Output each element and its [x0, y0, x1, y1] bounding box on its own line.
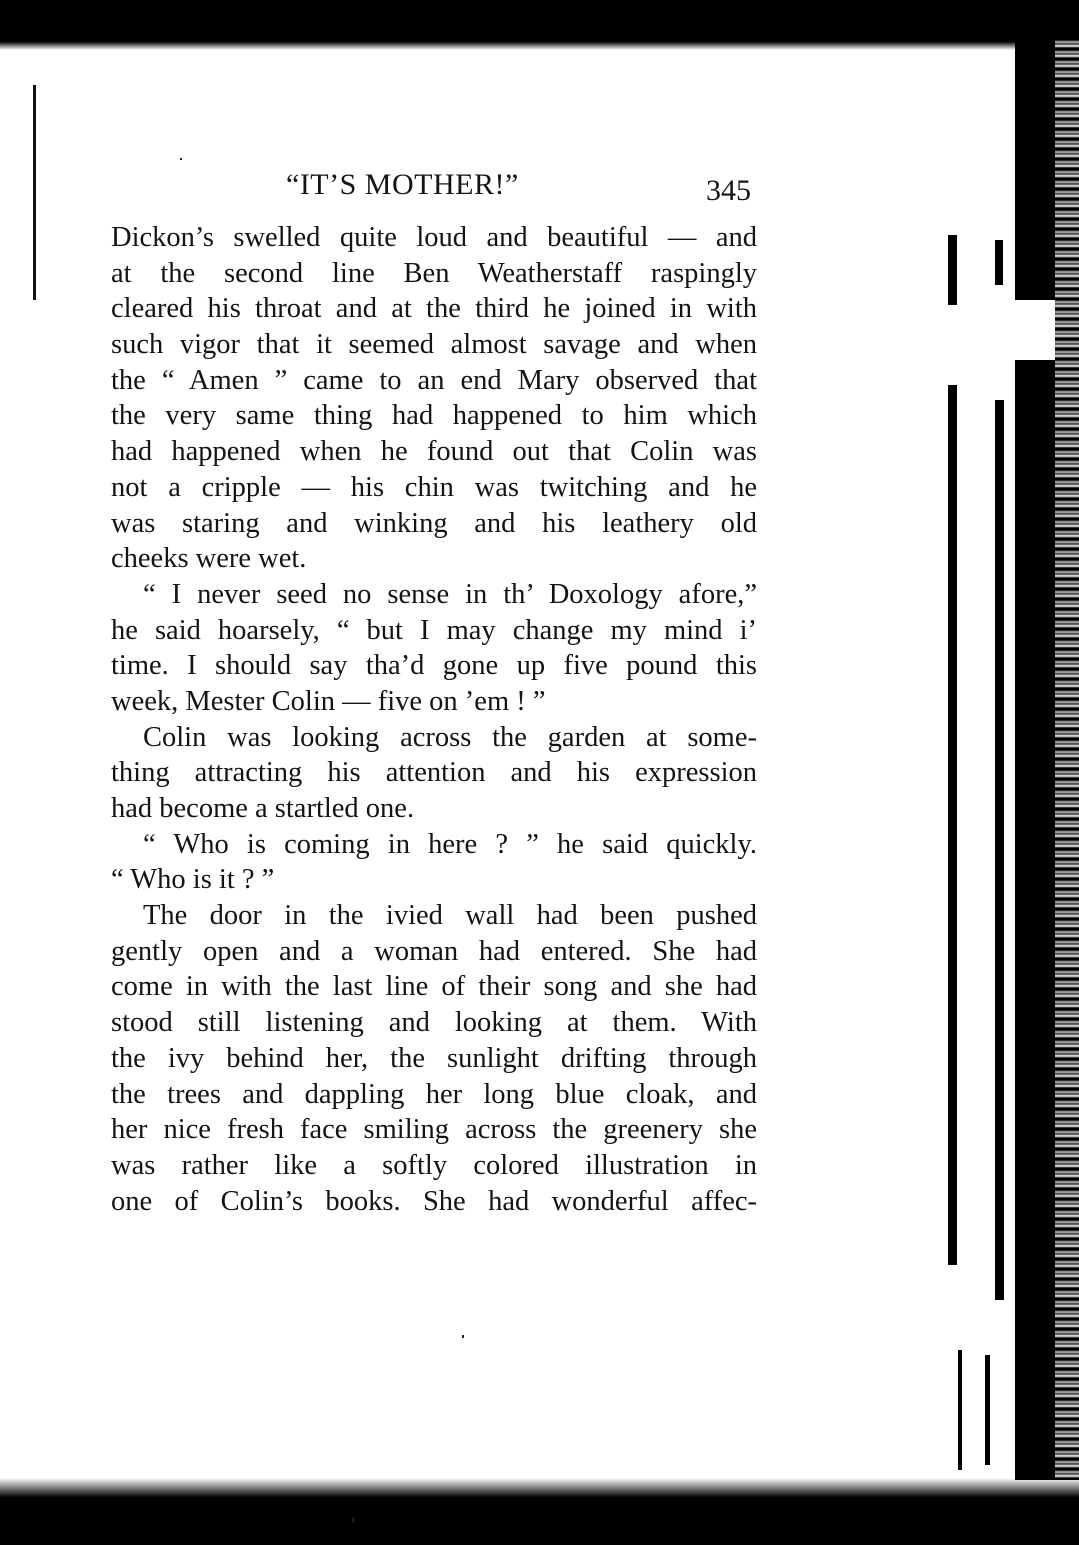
- text-line: time. I should say tha’d gone up five pound this: [111, 650, 757, 682]
- scan-top-border: [0, 0, 1079, 40]
- text-line: the ivy behind her, the sunlight drifting through: [111, 1042, 757, 1074]
- text-line: the very same thing had happened to him which: [111, 400, 757, 432]
- text-line: “ Who is it ? ”: [111, 864, 275, 896]
- text-line: “ I never seed no sense in th’ Doxology afore,”: [143, 578, 757, 610]
- text-line: stood still listening and looking at them. With: [111, 1007, 757, 1039]
- text-line: Colin was looking across the garden at some-: [143, 721, 757, 753]
- scan-bar: [995, 400, 1004, 1300]
- text-line: “ Who is coming in here ? ” he said quickly.: [143, 828, 757, 860]
- scan-bottom-border: [0, 1505, 1079, 1545]
- scan-dot: [462, 1335, 464, 1338]
- text-line: cleared his throat and at the third he joined in with: [111, 293, 757, 325]
- text-line: was rather like a softly colored illustration in: [111, 1149, 757, 1181]
- text-line: not a cripple — his chin was twitching and he: [111, 471, 757, 503]
- scan-top-shadow: [0, 36, 1079, 50]
- text-line: come in with the last line of their song and she had: [111, 971, 757, 1003]
- scan-bar: [948, 385, 957, 1265]
- text-line: the “ Amen ” came to an end Mary observed that: [111, 364, 757, 396]
- body-text: [111, 220, 757, 1219]
- text-line: The door in the ivied wall had been pushed: [143, 900, 757, 932]
- running-head: “IT’S MOTHER!”: [286, 168, 519, 201]
- text-line: had become a startled one.: [111, 793, 415, 824]
- text-line: one of Colin’s books. She had wonderful affec-: [111, 1185, 757, 1217]
- scan-spine-gap: [1015, 300, 1055, 360]
- text-line: gently open and a woman had entered. She had: [111, 935, 757, 967]
- text-line: her nice fresh face smiling across the greenery she: [111, 1114, 757, 1146]
- scan-bar: [958, 1350, 962, 1470]
- text-line: the trees and dappling her long blue cloak, and: [111, 1078, 757, 1110]
- scan-bottom-shadow: [0, 1478, 1079, 1508]
- scan-spine-shadow: [1015, 40, 1055, 1480]
- text-line: he said hoarsely, “ but I may change my mind i’: [111, 614, 757, 646]
- text-line: such vigor that it seemed almost savage and when: [111, 329, 757, 361]
- text-line: had happened when he found out that Colin was: [111, 436, 757, 468]
- scan-left-edge: [33, 85, 36, 300]
- text-line: was staring and winking and his leathery old: [111, 507, 757, 539]
- text-line: cheeks were wet.: [111, 543, 307, 575]
- scan-spine-noise: [1055, 40, 1079, 1480]
- scan-dot: [352, 1518, 354, 1522]
- text-line: week, Mester Colin — five on ’em ! ”: [111, 685, 546, 717]
- scan-bar: [948, 235, 957, 305]
- text-line: Dickon’s swelled quite loud and beautiful — and: [111, 222, 757, 253]
- page-number: 345: [706, 174, 751, 207]
- scan-bar: [995, 240, 1003, 285]
- text-line: thing attracting his attention and his expression: [111, 757, 757, 789]
- page-header: [110, 160, 760, 210]
- text-line: at the second line Ben Weatherstaff raspingly: [111, 257, 757, 289]
- scan-bar: [985, 1355, 990, 1465]
